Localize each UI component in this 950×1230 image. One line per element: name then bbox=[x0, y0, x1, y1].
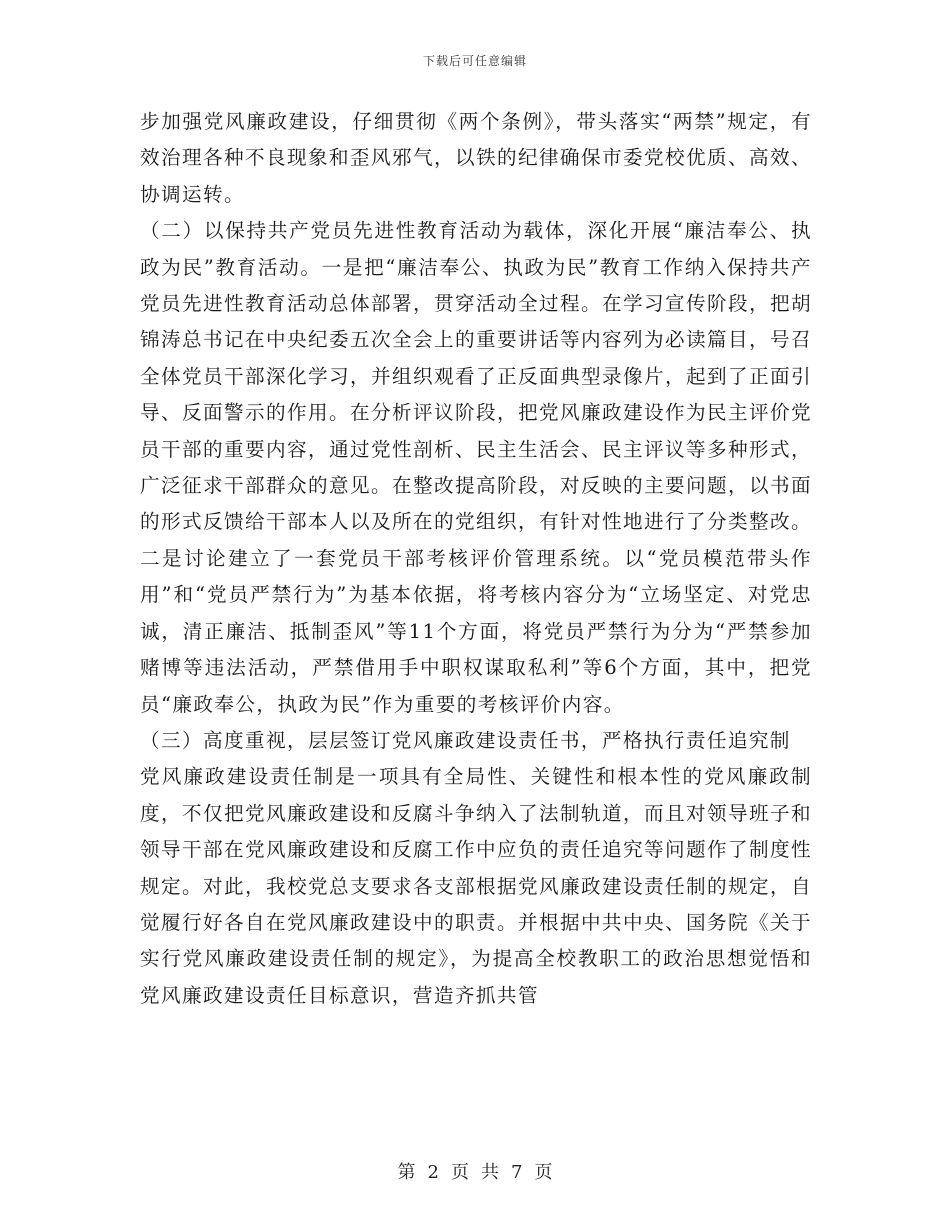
page-number: 2 bbox=[427, 1162, 439, 1183]
paragraph-responsibility-system: 党风廉政建设责任制是一项具有全局性、关键性和根本性的党风廉政制度，不仅把党风廉政建设和反腐斗争纳入了法制轨道，而且对领导班子和领导干部在党风廉政建设和反腐工作中应负的责任追究等问题作了制度性规定。对此，我校党总支要求各支部根据党风廉政建设责任制的规定，自觉履行好各自在党风廉政建设中的职责。并根据中共中央、国务院《关于实行党风廉政建设责任制的规定》，为提高全校教职工的政治思想觉悟和党风廉政建设责任目标意识，营造齐抓共管 bbox=[140, 765, 812, 1007]
total-pages: 7 bbox=[511, 1162, 523, 1183]
paragraph-continuation: 步加强党风廉政建设，仔细贯彻《两个条例》，带头落实“两禁”规定，有效治理各种不良现象和歪风邪气，以铁的纪律确保市委党校优质、高效、协调运转。 bbox=[140, 110, 812, 206]
document-body bbox=[140, 104, 812, 1014]
page-label-suffix: 页 bbox=[534, 1162, 553, 1183]
paragraph-section-three-heading: （三）高度重视，层层签订党风廉政建设责任书，严格执行责任追究制 bbox=[140, 728, 791, 752]
page-header: 下载后可任意编辑 bbox=[422, 54, 527, 68]
page-label-prefix: 第 bbox=[397, 1162, 416, 1183]
page-label-mid1: 页 bbox=[451, 1162, 469, 1183]
paragraph-section-two: （二）以保持共产党员先进性教育活动为载体，深化开展“廉洁奉公、执政为民”教育活动。一是把“廉洁奉公、执政为民”教育工作纳入保持共产党员先进性教育活动总体部署，贯穿活动全过程。在学习宣传阶段，把胡锦涛总书记在中央纪委五次全会上的重要讲话等内容列为必读篇目，号召全体党员干部深化学习，并组织观看了正反面典型录像片，起到了正面引导、反面警示的作用。在分析评议阶段，把党风廉政建设作为民主评价党员干部的重要内容，通过党性剖析、民主生活会、民主评议等多种形式，广泛征求干部群众的意见。在整改提高阶段，对反映的主要问题，以书面的形式反馈给干部本人以及所在的党组织，有针对性地进行了分类整改。二是讨论建立了一套党员干部考核评价管理系统。以“党员模范带头作用”和“党员严禁行为”为基本依据，将考核内容分为“立场坚定、对党忠诚，清正廉洁、抵制歪风”等11个方面，将党员严禁行为分为“严禁参加赌博等违法活动，严禁借用手中职权谋取私利”等6个方面，其中，把党员“廉政奉公，执政为民”作为重要的考核评价内容。 bbox=[140, 219, 812, 716]
page-label-mid2: 共 bbox=[481, 1162, 499, 1183]
page-footer bbox=[0, 1158, 950, 1184]
